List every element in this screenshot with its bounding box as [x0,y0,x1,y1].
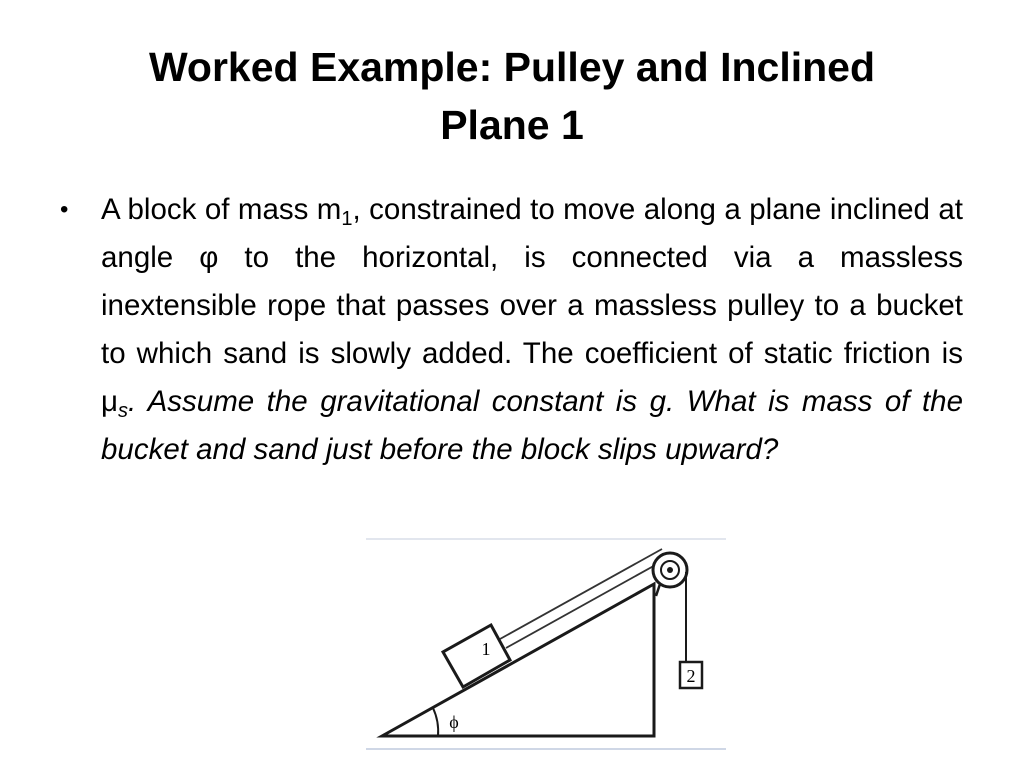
statement-part-1: A block of mass m [101,193,342,226]
angle-label: ϕ [449,712,459,732]
statement-part-2: , constrained to move along a plane inclined at angle φ to the horizontal, is connected via a massless inextensible rope that passes over a massless pulley to a bucket to which sand is slowly added. The coefficient of static friction is μ [101,193,963,418]
friction-subscript: s [118,400,128,422]
slide-title-line-2: Plane 1 [440,102,584,148]
bullet-point-icon: • [60,196,69,223]
bucket-2 [680,662,702,688]
bucket-2-label: 2 [686,666,696,686]
problem-statement [101,186,963,474]
rope-incline-lower [506,558,668,648]
slide-title-line-1: Worked Example: Pulley and Inclined [148,44,876,90]
block-1 [443,625,510,687]
angle-arc [433,708,438,736]
block-1-label: 1 [481,639,491,659]
inclined-plane [382,584,654,736]
mass-subscript: 1 [341,208,353,230]
pulley-icon [653,553,687,587]
slide-title [60,38,964,154]
statement-question: . Assume the gravitational constant is g. What is mass of the bucket and sand just before the block slips upward? [101,385,963,466]
pulley-incline-diagram [366,538,726,750]
